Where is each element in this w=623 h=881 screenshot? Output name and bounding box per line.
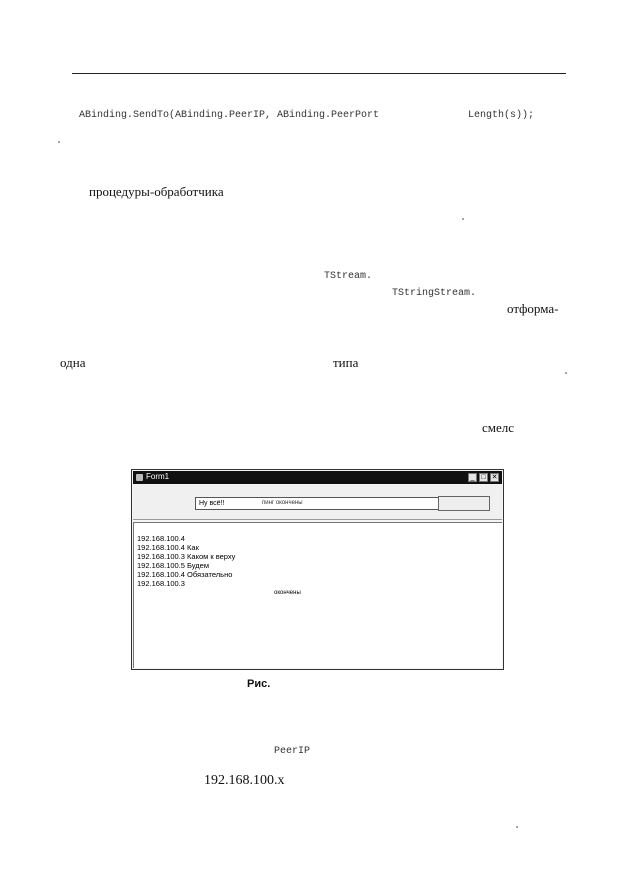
- log-line: 192.168.100.3 Каком к верху: [137, 552, 236, 561]
- log-line: 192.168.100.4: [137, 534, 185, 543]
- message-field: [195, 497, 488, 510]
- text-one: одна: [60, 355, 86, 370]
- code-line-tail: Length(s));: [468, 110, 535, 121]
- log-line: 192.168.100.3: [137, 579, 185, 588]
- text-format: отформа-: [507, 301, 559, 316]
- log-line: 192.168.100.4 Обязательно: [137, 570, 233, 579]
- log-line: 192.168.100.5 Будем: [137, 561, 210, 570]
- maximize-button[interactable]: □: [479, 473, 488, 482]
- figure-caption: Рис.: [247, 678, 271, 690]
- text-tstream: TStream.: [324, 271, 373, 282]
- text-handler: процедуры-обработчика: [89, 184, 224, 199]
- text-bold: смелс: [482, 420, 515, 435]
- app-window: [131, 469, 504, 670]
- message-input[interactable]: [197, 498, 435, 509]
- send-button[interactable]: [438, 496, 490, 511]
- text-type: типа: [333, 355, 359, 370]
- log-center-text: окончены: [274, 590, 301, 596]
- code-line-call: ABinding.SendTo(ABinding.PeerIP, ABinding.PeerPort: [79, 110, 380, 121]
- message-hint: пинг окончены: [262, 500, 303, 506]
- text-peerip: PeerIP: [274, 746, 311, 757]
- close-button[interactable]: ✕: [491, 474, 498, 481]
- log-line: 192.168.100.4 Как: [137, 543, 199, 552]
- speck: [58, 141, 60, 143]
- speck: [516, 826, 518, 828]
- header-rule: [72, 73, 566, 74]
- minimize-button[interactable]: _: [468, 473, 477, 482]
- app-icon: [136, 474, 143, 481]
- log-area[interactable]: [133, 522, 502, 668]
- window-title: Form1: [146, 472, 170, 481]
- text-address: 192.168.100.x: [204, 773, 285, 788]
- text-tstringstream: TStringStream.: [392, 288, 477, 299]
- speck: [462, 218, 464, 220]
- window-toolbar: [133, 485, 502, 520]
- speck: [565, 372, 567, 374]
- window-titlebar[interactable]: [133, 471, 502, 484]
